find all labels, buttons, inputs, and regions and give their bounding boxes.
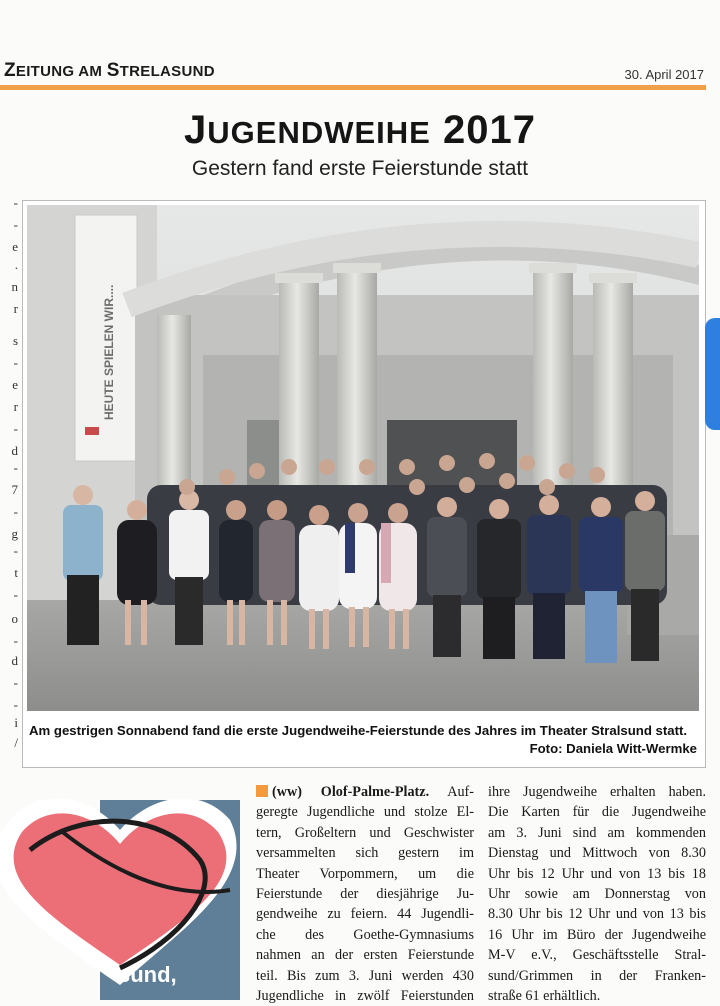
left-fragment: i bbox=[14, 715, 18, 730]
article-line: M-V e.V., Geschäftsstelle Stral- bbox=[488, 947, 706, 964]
masthead-rule bbox=[0, 85, 706, 90]
article-line: Die Karten für die Jugendweihe bbox=[488, 804, 706, 821]
left-fragment: 7 bbox=[11, 482, 18, 497]
issue-date: 30. April 2017 bbox=[624, 67, 704, 82]
article-line: Feierstunde der diesjährige Ju- bbox=[256, 886, 474, 903]
article-line: versammelten sich gestern im bbox=[256, 845, 474, 862]
headline-year: 2017 bbox=[442, 108, 536, 152]
left-fragment: - bbox=[13, 504, 18, 519]
left-fragment: t bbox=[14, 565, 18, 580]
left-fragment: e bbox=[12, 239, 18, 254]
blue-side-tab bbox=[705, 318, 720, 430]
left-fragment: s bbox=[12, 333, 18, 348]
article-line: tern, Großeltern und Geschwister bbox=[256, 824, 474, 841]
ad-text: sund, bbox=[118, 962, 177, 987]
left-column-fragments bbox=[0, 190, 22, 750]
left-fragment: - bbox=[13, 217, 18, 232]
left-fragment: - bbox=[13, 697, 18, 712]
left-fragment: r bbox=[13, 399, 18, 414]
left-fragment: - bbox=[13, 543, 18, 558]
left-fragment: - bbox=[13, 355, 18, 370]
article-line: Uhr bis 12 Uhr und von 13 bis 18 bbox=[488, 865, 706, 882]
headline-word: UGENDWEIHE bbox=[207, 115, 431, 150]
article-line: am 3. Juni sind am kommenden bbox=[488, 824, 706, 841]
left-fragment: r bbox=[13, 301, 18, 316]
article-line: 16 Uhr im Büro der Jugendweihe bbox=[488, 926, 706, 943]
left-fragment: - bbox=[13, 587, 18, 602]
paper-name-initial: Z bbox=[4, 60, 16, 81]
photo-caption: Am gestrigen Sonnabend fand die erste Jugendweihe-Feierstunde des Jahres im Theater Stralsund statt. bbox=[29, 723, 688, 738]
article-line: 8.30 Uhr bis 12 Uhr und von 13 bis bbox=[488, 906, 706, 923]
left-fragment: - bbox=[13, 675, 18, 690]
article-line: che des Goethe-Gymnasiums bbox=[256, 926, 474, 943]
headline-initial: J bbox=[184, 108, 208, 152]
article-line: sund/Grimmen in der Franken- bbox=[488, 967, 706, 984]
left-fragment: - bbox=[13, 460, 18, 475]
article-line: gendweihe zu feiern. 44 Jugendli- bbox=[256, 906, 474, 923]
left-fragment: g bbox=[11, 526, 18, 541]
article-line: Theater Vorpommern, um die bbox=[256, 865, 474, 882]
article-line: Jugendliche in zwölf Feierstunden bbox=[256, 988, 474, 1005]
left-fragment: - bbox=[13, 195, 18, 210]
left-fragment: - bbox=[13, 421, 18, 436]
paper-name-part-2: TRELASUND bbox=[119, 63, 215, 80]
article-line: geregte Jugendliche und stolze El- bbox=[256, 804, 474, 821]
article-line: nahmen an der ersten Feierstunde bbox=[256, 947, 474, 964]
left-fragment: d bbox=[11, 653, 18, 668]
article-line bbox=[256, 782, 474, 802]
article-line: teil. Bis zum 3. Juni werden 430 bbox=[256, 967, 474, 984]
theater-group-photo bbox=[27, 205, 699, 711]
headline bbox=[0, 108, 720, 153]
left-fragment: o bbox=[11, 611, 18, 626]
paper-name-s: S bbox=[106, 60, 120, 81]
photo-credit: Foto: Daniela Witt-Wermke bbox=[529, 741, 697, 756]
photo-illustration bbox=[27, 205, 699, 711]
paper-name-part-1: EITUNG AM bbox=[15, 63, 107, 80]
article-column-1 bbox=[256, 782, 474, 1006]
masthead bbox=[0, 58, 720, 94]
left-fragment: - bbox=[13, 633, 18, 648]
left-fragment: d bbox=[11, 443, 18, 458]
article-line: Uhr sowie am Donnerstag von bbox=[488, 886, 706, 903]
dateline: (ww) Olof-Palme-Platz. bbox=[272, 784, 430, 800]
subheadline: Gestern fand erste Feierstunde statt bbox=[191, 157, 529, 180]
left-fragment: / bbox=[14, 735, 18, 750]
article-line: ihre Jugendweihe erhalten haben. bbox=[488, 784, 706, 800]
photo-box bbox=[22, 200, 706, 768]
left-fragment: . bbox=[14, 257, 18, 272]
banner-text: HEUTE SPIELEN WIR.... bbox=[102, 284, 116, 420]
orange-marker bbox=[256, 785, 268, 797]
article-line: straße 61 erhältlich. bbox=[488, 988, 601, 1005]
newspaper-name bbox=[4, 60, 215, 82]
article-column-2 bbox=[488, 782, 706, 1006]
left-fragment: e bbox=[12, 377, 18, 392]
article-line: Dienstag und Mittwoch von 8.30 bbox=[488, 845, 706, 862]
article-line-text: Auf- bbox=[429, 784, 474, 800]
left-fragment: n bbox=[11, 279, 18, 294]
